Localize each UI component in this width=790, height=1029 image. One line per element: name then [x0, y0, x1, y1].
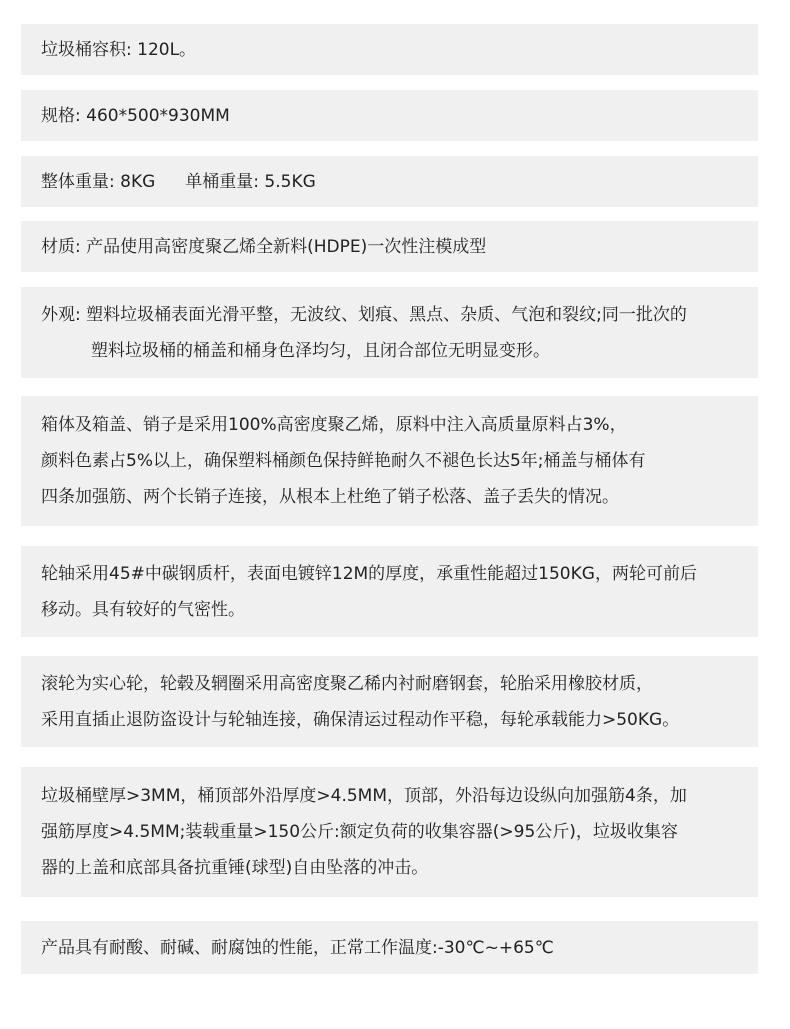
spec-material-text: 材质: 产品使用高密度聚乙烯全新料(HDPE)一次性注模成型 — [41, 236, 487, 257]
spec-appearance-line-1: 外观: 塑料垃圾桶表面光滑平整，无波纹、划痕、黑点、杂质、气泡和裂纹;同一批次的 — [41, 304, 687, 325]
spec-body-lid-line-3: 四条加强筋、两个长销子连接，从根本上杜绝了销子松落、盖子丢失的情况。 — [41, 487, 619, 507]
spec-appearance-box — [21, 287, 758, 378]
spec-single-weight-text: 单桶重量: 5.5KG — [185, 171, 316, 192]
spec-material-box — [21, 221, 758, 272]
spec-size-text: 规格: 460*500*930MM — [41, 105, 230, 126]
spec-resistance-text: 产品具有耐酸、耐碱、耐腐蚀的性能，正常工作温度:-30℃~+65℃ — [41, 937, 554, 958]
spec-resistance-box — [21, 921, 758, 974]
spec-body-lid-line-2: 颜料色素占5%以上，确保塑料桶颜色保持鲜艳耐久不褪色长达5年;桶盖与桶体有 — [41, 451, 646, 471]
spec-wall-line-2: 强筋厚度>4.5MM;装载重量>150公斤:额定负荷的收集容器(>95公斤)，垃圾收集容 — [41, 822, 678, 842]
spec-wall-box — [21, 767, 758, 897]
spec-size-box — [21, 90, 758, 141]
spec-axle-line-1: 轮轴采用45#中碳钢质杆，表面电镀锌12M的厚度，承重性能超过150KG，两轮可前后 — [41, 563, 697, 584]
spec-wall-line-3: 器的上盖和底部具备抗重锤(球型)自由坠落的冲击。 — [41, 858, 429, 878]
spec-body-lid-box — [21, 396, 758, 526]
spec-wheel-line-1: 滚轮为实心轮，轮毂及辋圈采用高密度聚乙稀内衬耐磨钢套，轮胎采用橡胶材质， — [41, 673, 653, 694]
spec-capacity-box — [21, 24, 758, 75]
spec-capacity-text: 垃圾桶容积: 120L。 — [41, 39, 197, 60]
spec-appearance-line-2: 塑料垃圾桶的桶盖和桶身色泽均匀，且闭合部位无明显变形。 — [91, 340, 550, 361]
spec-body-lid-line-1: 箱体及箱盖、销子是采用100%高密度聚乙烯，原料中注入高质量原料占3%， — [41, 415, 627, 435]
spec-axle-box — [21, 546, 758, 637]
spec-wheel-box — [21, 656, 758, 747]
spec-wheel-line-2: 采用直插止退防盗设计与轮轴连接，确保清运过程动作平稳，每轮承载能力>50KG。 — [41, 709, 680, 730]
spec-weight-line — [41, 164, 738, 200]
spec-axle-line-2: 移动。具有较好的气密性。 — [41, 599, 245, 620]
spec-total-weight-text: 整体重量: 8KG — [41, 171, 156, 192]
spec-wall-line-1: 垃圾桶壁厚>3MM，桶顶部外沿厚度>4.5MM，顶部，外沿每边设纵向加强筋4条，加 — [41, 786, 687, 806]
spec-weight-box — [21, 156, 758, 207]
